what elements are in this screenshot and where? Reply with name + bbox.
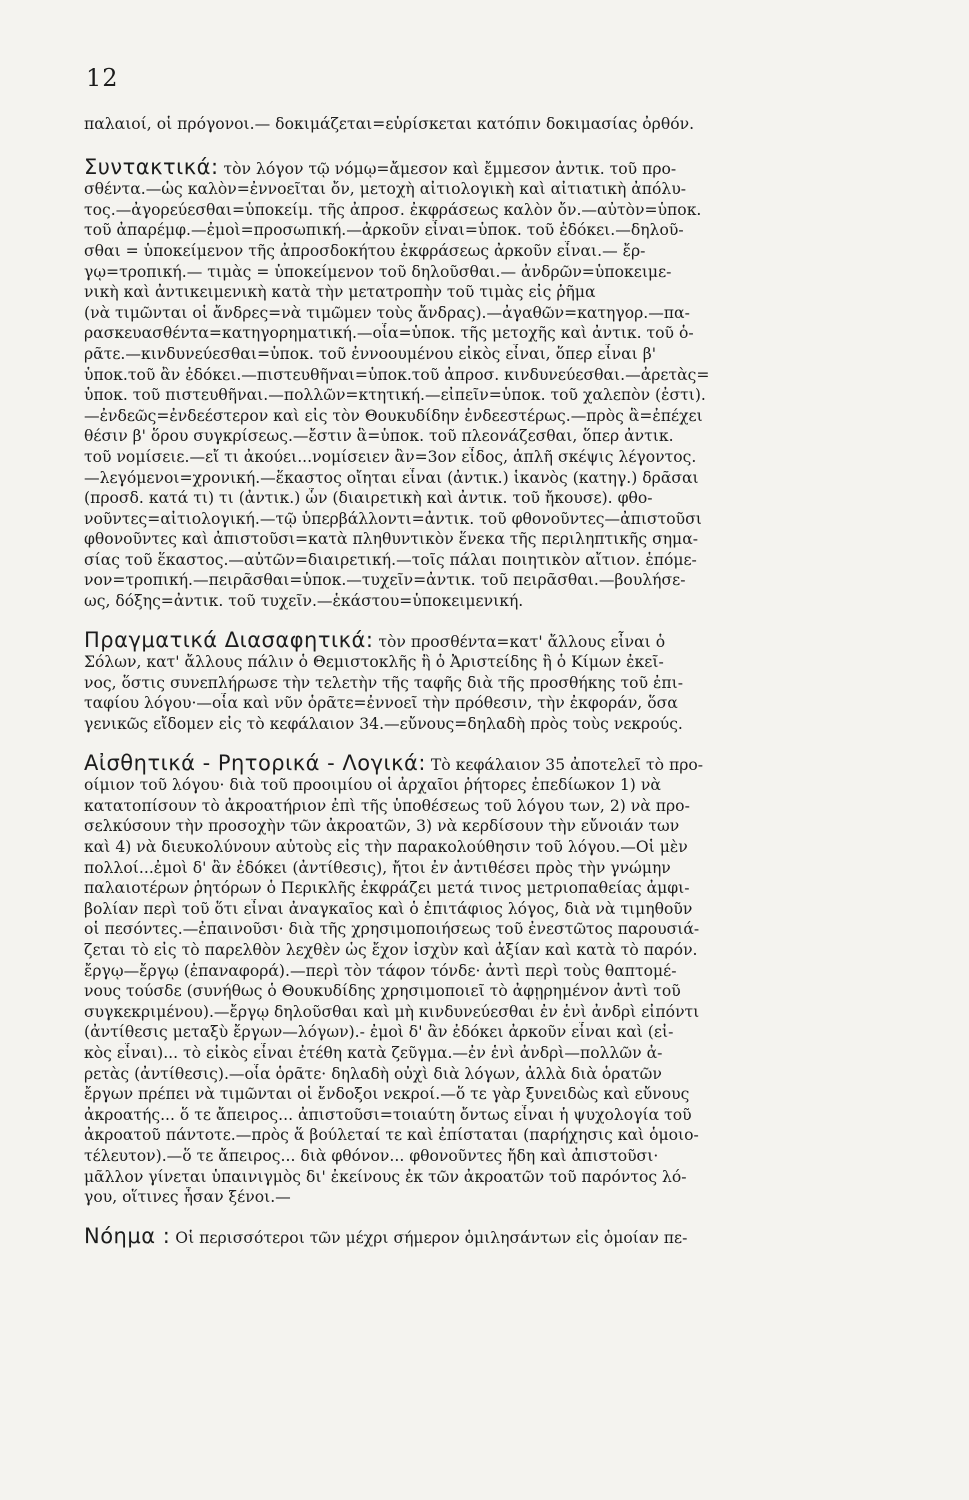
text-line: γενικῶς εἴδομεν εἰς τὸ κεφάλαιον 34.—εὔνους=δηλαδὴ πρὸς τοὺς νεκρούς. (84, 715, 683, 734)
text-line-run: Οἱ περισσότεροι τῶν μέχρι σήμερον ὁμιλησάντων εἰς ὁμοίαν πε- (175, 1228, 688, 1247)
text-line: κὸς εἶναι)... τὸ εἰκὸς εἶναι ἐτέθη κατὰ ζεῦγμα.—ἐν ἑνὶ ἀνδρὶ—πολλῶν ἀ- (84, 1043, 663, 1062)
text-line: παλαιοτέρων ῥητόρων ὁ Περικλῆς ἐκφράζει μετά τινος μετριοπαθείας ἀμφι- (84, 879, 690, 898)
text-line-run: Τὸ κεφάλαιον 35 ἀποτελεῖ τὸ προ- (430, 755, 704, 774)
text-line: οίμιον τοῦ λόγου· διὰ τοῦ προοιμίου οἱ ἀρχαῖοι ῥήτορες ἐπεδίωκον 1) νὰ (84, 776, 661, 795)
section-aesthetic (84, 753, 906, 1208)
text-line: οἱ πεσόντες.—ἐπαινοῦσι· διὰ τῆς χρησιμοποιήσεως τοῦ ἐνεστῶτος παρουσιά- (84, 920, 700, 939)
text-line: τοῦ νομίσειε.—εἴ τι ἀκούει...νομίσειεν ἂν=3ον εἶδος, ἁπλῆ σκέψις λέγοντος. (84, 447, 697, 466)
text-line: βολίαν περὶ τοῦ ὅτι εἶναι ἀναγκαῖος καὶ ὁ ἐπιτάφιος λόγος, διὰ νὰ τιμηθοῦν (84, 899, 693, 918)
text-line: σθέντα.—ὡς καλὸν=ἐννοεῖται ὄν, μετοχὴ αἰτιολογικὴ καὶ αἰτιατικὴ ἀπόλυ- (84, 180, 687, 199)
section-heading: Νόημα : (84, 1225, 171, 1248)
section-syntax (84, 157, 906, 612)
text-line: —λεγόμενοι=χρονική.—ἕκαστος οἴηται εἶναι (ἀντικ.) ἱκανὸς (κατηγ.) δρᾶσαι (84, 468, 699, 487)
text-line: νος, ὅστις συνεπλήρωσε τὴν τελετὴν τῆς ταφῆς διὰ τῆς προσθήκης τοῦ ἐπι- (84, 673, 684, 692)
text-line: πολλοί...ἐμοὶ δ' ἂν ἐδόκει (ἀντίθεσις), ἤτοι ἐν ἀντιθέσει πρὸς τὴν γνώμην (84, 858, 671, 877)
text-line: ζεται τὸ εἰς τὸ παρελθὸν λεχθὲν ὡς ἔχον ἰσχὺν καὶ ἀξίαν καὶ κατὰ τὸ παρόν. (84, 940, 698, 959)
text-line: ὑποκ.τοῦ ἂν ἐδόκει.—πιστευθῆναι=ὑποκ.τοῦ ἀπροσ. κινδυνεύεσθαι.—ἀρετὰς= (84, 365, 710, 384)
text-line: ως, δόξης=ἀντικ. τοῦ τυχεῖν.—ἑκάστου=ὑποκειμενική. (84, 592, 524, 611)
text-line (84, 157, 906, 180)
text-line: τος.—ἀγορεύεσθαι=ὑποκείμ. τῆς ἀπροσ. ἐκφράσεως καλὸν ὄν.—αὐτὸν=ὑποκ. (84, 200, 702, 219)
page-body (84, 114, 906, 1248)
text-line: ὑποκ. τοῦ πιστευθῆναι.—πολλῶν=κτητική.—εἰπεῖν=ὑποκ. τοῦ χαλεπὸν (ἐστι). (84, 386, 706, 405)
section-factual (84, 630, 906, 735)
text-line: ρετὰς (ἀντίθεσις).—οἷα ὁρᾶτε· δηλαδὴ οὐχὶ διὰ λόγων, ἀλλὰ διὰ ὁρατῶν (84, 1064, 662, 1083)
text-line: ἀκροατοῦ πάντοτε.—πρὸς ἅ βούλεταί τε καὶ ἐπίσταται (παρήχησις καὶ ὁμοιο- (84, 1126, 699, 1145)
text-line: Σόλων, κατ' ἄλλους πάλιν ὁ Θεμιστοκλῆς ἢ ὁ Ἀριστείδης ἢ ὁ Κίμων ἐκεῖ- (84, 653, 664, 672)
text-line: (νὰ τιμῶνται οἱ ἄνδρες=νὰ τιμῶμεν τοὺς ἄνδρας).—ἀγαθῶν=κατηγορ.—πα- (84, 303, 690, 322)
text-line: μᾶλλον γίνεται ὑπαινιγμὸς δι' ἐκείνους ἐκ τῶν ἀκροατῶν τοῦ παρόντος λό- (84, 1167, 687, 1186)
text-line: σίας τοῦ ἕκαστος.—αὐτῶν=διαιρετική.—τοῖς πάλαι ποιητικὸν αἴτιον. ἑπόμε- (84, 550, 697, 569)
text-line: (προσδ. κατά τι) τι (ἀντικ.) ὧν (διαιρετικὴ καὶ ἀντικ. τοῦ ἤκουσε). φθο- (84, 489, 653, 508)
text-line: καὶ 4) νὰ διευκολύνουν αὐτοὺς εἰς τὴν παρακολούθησιν τοῦ λόγου.—Οἱ μὲν (84, 838, 688, 856)
text-line: σελκύσουν τὴν προσοχὴν τῶν ἀκροατῶν, 3) νὰ κερδίσουν τὴν εὔνοιάν των (84, 817, 680, 836)
text-line: φθονοῦντες καὶ ἀπιστοῦσι=κατὰ πληθυντικὸν ἕνεκα τῆς περιληπτικῆς σημα- (84, 530, 698, 549)
text-line: νον=τροπική.—πειρᾶσθαι=ὑποκ.—τυχεῖν=ἀντικ. τοῦ πειρᾶσθαι.—βουλήσε- (84, 571, 686, 590)
text-line: συγκεκριμένου).—ἔργῳ δηλοῦσθαι καὶ μὴ κινδυνεύεσθαι ἐν ἑνὶ ἀνδρὶ εἰπόντι (84, 1002, 700, 1021)
text-line: ρᾶτε.—κινδυνεύεσθαι=ὑποκ. τοῦ ἐννοουμένου εἰκὸς εἶναι, ὅπερ εἶναι β' (84, 344, 657, 363)
text-line: σθαι = ὑποκείμενον τῆς ἀπροσδοκήτου ἐκφράσεως ἀρκοῦν εἶναι.— ἔρ- (84, 241, 646, 260)
text-line: κατατοπίσουν τὸ ἀκροατήριον ἐπὶ τῆς ὑποθέσεως τοῦ λόγου των, 2) νὰ προ- (84, 796, 690, 815)
text-line: τέλευτον).—ὅ τε ἄπειρος... διὰ φθόνον... φθονοῦντες ἤδη καὶ ἀπιστοῦσι· (84, 1146, 659, 1165)
text-line-run: τὸν προσθέντα=κατ' ἄλλους εἶναι ὁ (378, 632, 666, 651)
text-line (84, 1226, 906, 1249)
page-number: 12 (86, 64, 119, 92)
text-line: νους τούσδε (συνήθως ὁ Θουκυδίδης χρησιμοποιεῖ τὸ ἀφῃρημένον ἀντὶ τοῦ (84, 982, 681, 1001)
text-line: ταφίου λόγου·—οἷα καὶ νῦν ὁρᾶτε=ἐννοεῖ τὴν πρόθεσιν, τὴν ἐκφοράν, ὅσα (84, 694, 678, 713)
text-line: ρασκευασθέντα=κατηγορηματική.—οἷα=ὑποκ. τῆς μετοχῆς καὶ ἀντικ. τοῦ ὁ- (84, 324, 694, 343)
text-line: γῳ=τροπική.— τιμὰς = ὑποκείμενον τοῦ δηλοῦσθαι.— ἀνδρῶν=ὑποκειμε- (84, 262, 672, 281)
text-line: ἔργῳ—ἔργῳ (ἐπαναφορά).—περὶ τὸν τάφον τόνδε· ἀντὶ περὶ τοὺς θαπτομέ- (84, 961, 677, 980)
text-line: νικὴ καὶ ἀντικειμενικὴ κατὰ τὴν μετατροπὴν τοῦ τιμὰς εἰς ῥῆμα (84, 283, 596, 302)
text-line: παλαιοί, οἱ πρόγονοι.— δοκιμάζεται=εὑρίσκεται κατόπιν δοκιμασίας ὀρθόν. (84, 115, 695, 133)
section-heading: Αἰσθητικά - Ρητορικά - Λογικά: (84, 752, 426, 775)
text-line: τοῦ ἀπαρέμφ.—ἐμοὶ=προσωπική.—ἀρκοῦν εἶναι=ὑποκ. τοῦ ἐδόκει.—δηλοῦ- (84, 221, 684, 240)
section-heading: Πραγματικά Διασαφητικά: (84, 629, 374, 652)
text-line: ἔργων πρέπει νὰ τιμῶνται οἱ ἔνδοξοι νεκροί.—ὅ τε γὰρ ξυνειδὼς καὶ εὔνους (84, 1085, 690, 1104)
text-line-run: τὸν λόγον τῷ νόμῳ=ἄμεσον καὶ ἔμμεσον ἀντικ. τοῦ προ- (223, 159, 677, 178)
text-line: (ἀντίθεσις μεταξὺ ἔργων—λόγων).- ἐμοὶ δ' ἂν ἐδόκει ἀρκοῦν εἶναι καὶ (εἰ- (84, 1023, 674, 1042)
text-line: νοῦντες=αἰτιολογική.—τῷ ὑπερβάλλοντι=ἀντικ. τοῦ φθονοῦντες—ἀπιστοῦσι (84, 509, 702, 528)
text-line: θέσιν β' ὅρου συγκρίσεως.—ἔστιν ἃ=ὑποκ. τοῦ πλεονάζεσθαι, ὅπερ ἀντικ. (84, 427, 674, 446)
section-heading: Συντακτικά: (84, 156, 219, 179)
text-line (84, 753, 906, 776)
text-line: —ἐνδεῶς=ἐνδεέστερον καὶ εἰς τὸν Θουκυδίδην ἐνδεεστέρως.—πρὸς ἃ=ἐπέχει (84, 406, 703, 425)
intro-paragraph (84, 114, 906, 135)
text-line: ἀκροατής... ὅ τε ἄπειρος... ἀπιστοῦσι=τοιαύτη ὄντως εἶναι ἡ ψυχολογία τοῦ (84, 1105, 692, 1124)
section-meaning (84, 1226, 906, 1249)
text-line (84, 630, 906, 653)
text-line: γου, οἵτινες ἦσαν ξένοι.— (84, 1188, 291, 1207)
